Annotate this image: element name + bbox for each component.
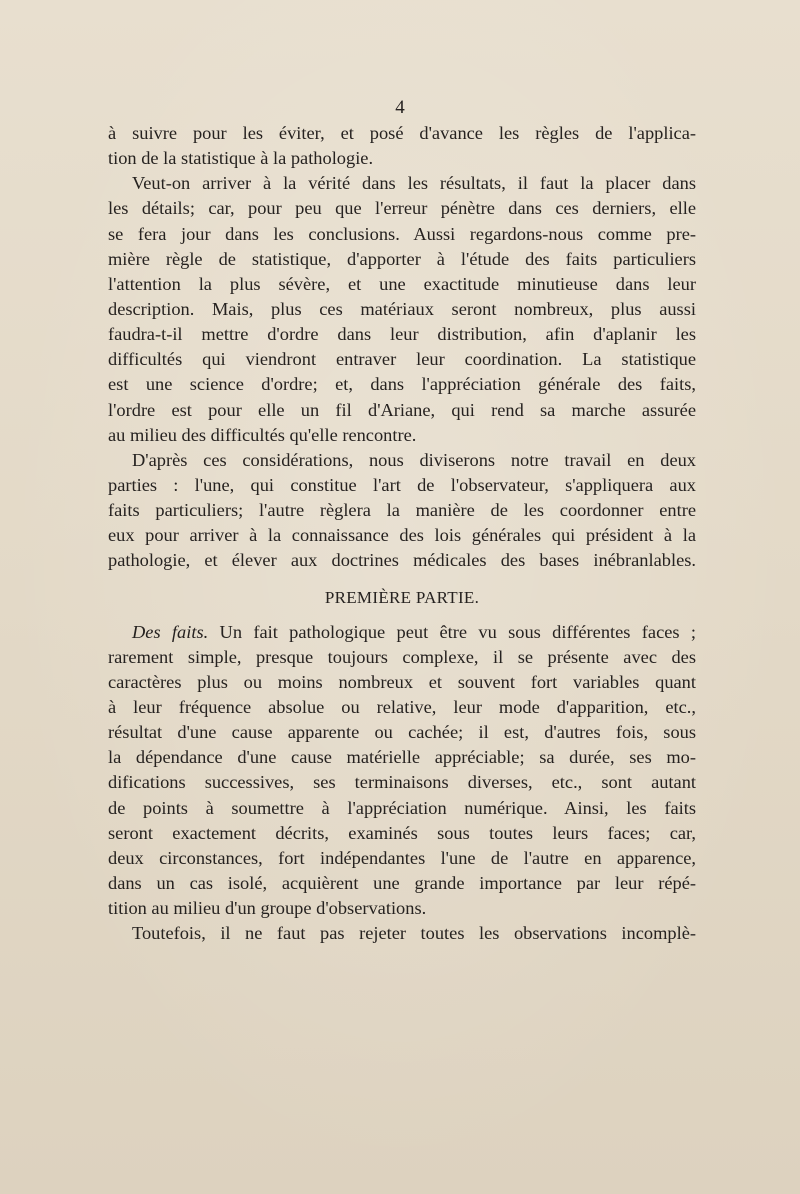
text-line: tition au milieu d'un groupe d'observations. (108, 898, 427, 919)
text-line: au milieu des difficultés qu'elle rencontre. (108, 424, 417, 445)
text-line: caractères plus ou moins nombreux et souvent fort variables quant (108, 671, 696, 692)
paragraph-considerations (108, 448, 696, 574)
text-line: difficultés qui viendront entraver leur coordination. La statistique (108, 349, 696, 370)
text-line: l'ordre est pour elle un fil d'Ariane, qui rend sa marche assurée (108, 399, 696, 420)
text-line: résultat d'une cause apparente ou cachée; il est, d'autres fois, sous (108, 722, 696, 743)
text-line (108, 620, 696, 645)
text-line: Veut-on arriver à la vérité dans les résultats, il faut la placer dans (132, 173, 696, 194)
paragraph-des-faits (108, 620, 696, 922)
text-line: mière règle de statistique, d'apporter à l'étude des faits particuliers (108, 248, 696, 269)
text-line: l'attention la plus sévère, et une exactitude minutieuse dans leur (108, 273, 696, 294)
text-line: de points à soumettre à l'appréciation numérique. Ainsi, les faits (108, 797, 696, 818)
page-number: 4 (395, 97, 405, 118)
text-line: difications successives, ses terminaisons diverses, etc., sont autant (108, 772, 696, 793)
text-line: les détails; car, pour peu que l'erreur pénètre dans ces derniers, elle (108, 198, 696, 219)
text-line: pathologie, et élever aux doctrines médicales des bases inébranlables. (108, 550, 696, 571)
text-line: tion de la statistique à la pathologie. (108, 148, 374, 169)
text-line: description. Mais, plus ces matériaux seront nombreux, plus aussi (108, 298, 696, 319)
text-line: faits particuliers; l'autre règlera la manière de les coordonner entre (108, 500, 696, 521)
italic-lead: Des faits. (132, 621, 209, 642)
paragraph-toutefois (108, 921, 696, 946)
text-line: deux circonstances, fort indépendantes l'une de l'autre en apparence, (108, 847, 696, 868)
text-run: Un fait pathologique peut être vu sous différentes faces ; (208, 621, 696, 642)
text-line: dans un cas isolé, acquièrent une grande importance par leur répé- (108, 872, 696, 893)
text-line: faudra-t-il mettre d'ordre dans leur distribution, afin d'aplanir les (108, 324, 696, 345)
page-body (108, 121, 696, 946)
text-line: seront exactement décrits, examinés sous toutes leurs faces; car, (108, 822, 696, 843)
paragraph-continuation (108, 121, 696, 171)
text-line: à suivre pour les éviter, et posé d'avance les règles de l'applica- (108, 123, 696, 143)
text-line: se fera jour dans les conclusions. Aussi regardons-nous comme pre- (108, 223, 696, 244)
text-line: est une science d'ordre; et, dans l'appréciation générale des faits, (108, 374, 696, 395)
text-line: D'après ces considérations, nous diviserons notre travail en deux (132, 449, 696, 470)
paragraph-verite (108, 171, 696, 448)
text-line: Toutefois, il ne faut pas rejeter toutes les observations incomplè- (132, 923, 696, 944)
text-line: rarement simple, presque toujours complexe, il se présente avec des (108, 646, 696, 667)
section-heading: PREMIÈRE PARTIE. (324, 587, 480, 607)
text-line: la dépendance d'une cause matérielle appréciable; sa durée, ses mo- (108, 747, 696, 768)
text-line: parties : l'une, qui constitue l'art de l'observateur, s'appliquera aux (108, 474, 696, 495)
text-line: à leur fréquence absolue ou relative, leur mode d'apparition, etc., (108, 696, 696, 717)
text-line: eux pour arriver à la connaissance des lois générales qui président à la (108, 525, 696, 546)
